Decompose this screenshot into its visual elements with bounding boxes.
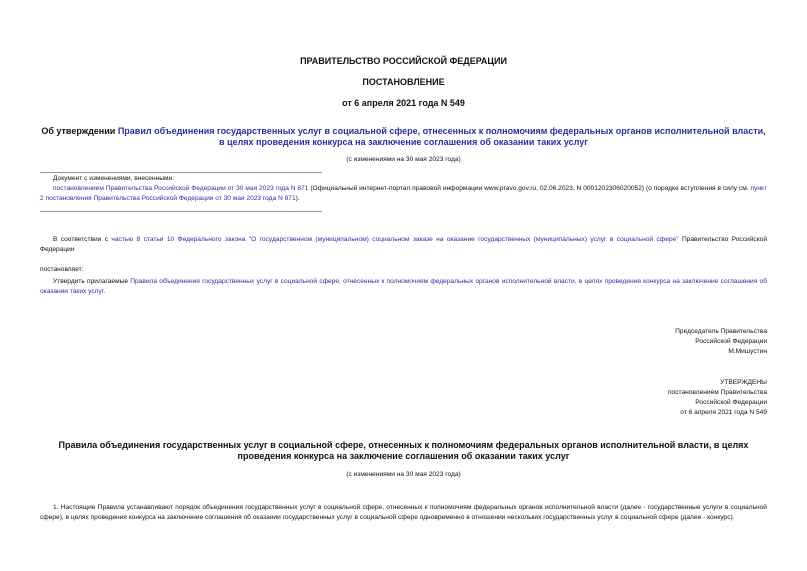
- amendments-intro: Документ с изменениями, внесенными:: [53, 175, 175, 182]
- document-title: [40, 126, 767, 148]
- rules-paragraph-1: 1. Настоящие Правила устанавливают порядок объединения государственных услуг в социальной сфере, отнесенных к полномочиям федеральных органов исполнительной власти (далее - государственные услуги в социальной сфере), в целях проведения конкурса на заключение соглашения об оказании государственных услуг в социальной сфере одновременно в отношении нескольких государственных услуг в социальной сфере (далее - конкурс).: [40, 504, 767, 521]
- rules-title: Правила объединения государственных услуг в социальной сфере, отнесенных к полномочиям федеральных органов исполнительной власти, в целях проведения конкурса на заключение соглашения об оказании таких услуг: [58, 440, 749, 461]
- government-heading: ПРАВИТЕЛЬСТВО РОССИЙСКОЙ ФЕДЕРАЦИИ: [300, 56, 507, 66]
- approved-line-2: постановлением Правительства: [667, 389, 767, 396]
- doc-type-heading: ПОСТАНОВЛЕНИЕ: [362, 77, 445, 87]
- decree-word: постановляет:: [40, 266, 84, 273]
- title-link[interactable]: Правил объединения государственных услуг в социальной сфере, отнесенных к полномочиям федеральных органов исполнительной власти, в целях проведения конкурса на заключение соглашения об оказании таких услуг: [117, 126, 766, 147]
- amendment-text-1: (Официальный интернет-портал правовой информации www.pravo.gov.ru, 02.06.2023, N 0001202306020052) (о порядке вступления в силу см.: [308, 185, 751, 192]
- signature-line-1: Председатель Правительства: [675, 328, 767, 335]
- approve-text-2: .: [103, 288, 106, 295]
- approved-line-4: от 6 апреля 2021 года N 549: [680, 409, 767, 416]
- signature-line-2: Российской Федерации: [695, 338, 767, 345]
- approve-text-1: Утвердить прилагаемые: [53, 278, 131, 285]
- preamble-text-2: Правительство Российской Федерации: [40, 236, 768, 253]
- approve-rules-link[interactable]: Правила объединения государственных услуг в социальной сфере, отнесенных к полномочиям федеральных органов исполнительной власти, в целях проведения конкурса на заключение соглашения об оказании таких услуг: [40, 278, 767, 295]
- amendment-link-2[interactable]: пункт 2 постановления Правительства Российской Федерации от 30 мая 2023 года N 871: [40, 185, 767, 202]
- rules-revision-note: (с изменениями на 30 мая 2023 года): [346, 471, 461, 478]
- amendment-link-1[interactable]: постановлением Правительства Российской Федерации от 30 мая 2023 года N 871: [53, 185, 309, 192]
- approve-paragraph: [40, 277, 767, 297]
- date-number-heading: от 6 апреля 2021 года N 549: [342, 98, 465, 108]
- approved-line-1: УТВЕРЖДЕНЫ: [720, 379, 767, 386]
- revision-note: (с изменениями на 30 мая 2023 года): [346, 156, 461, 163]
- signature-block: [675, 327, 767, 357]
- signature-line-3: М.Мишустин: [728, 348, 767, 355]
- preamble-law-link[interactable]: частью 8 статьи 10 Федерального закона "О государственном (муниципальном) социальном заказе на оказание государственных (муниципальных) услуг в социальной сфере": [111, 236, 679, 243]
- preamble: [40, 235, 767, 255]
- title-prefix: Об утверждении: [41, 126, 118, 136]
- divider-bottom: [40, 211, 322, 212]
- amendment-text-2: ).: [295, 195, 300, 202]
- approved-line-3: Российской Федерации: [695, 399, 767, 406]
- preamble-text-1: В соответствии с: [53, 236, 112, 243]
- approved-block: [668, 378, 767, 418]
- amendments-text: [40, 184, 767, 204]
- divider-top: [40, 172, 322, 173]
